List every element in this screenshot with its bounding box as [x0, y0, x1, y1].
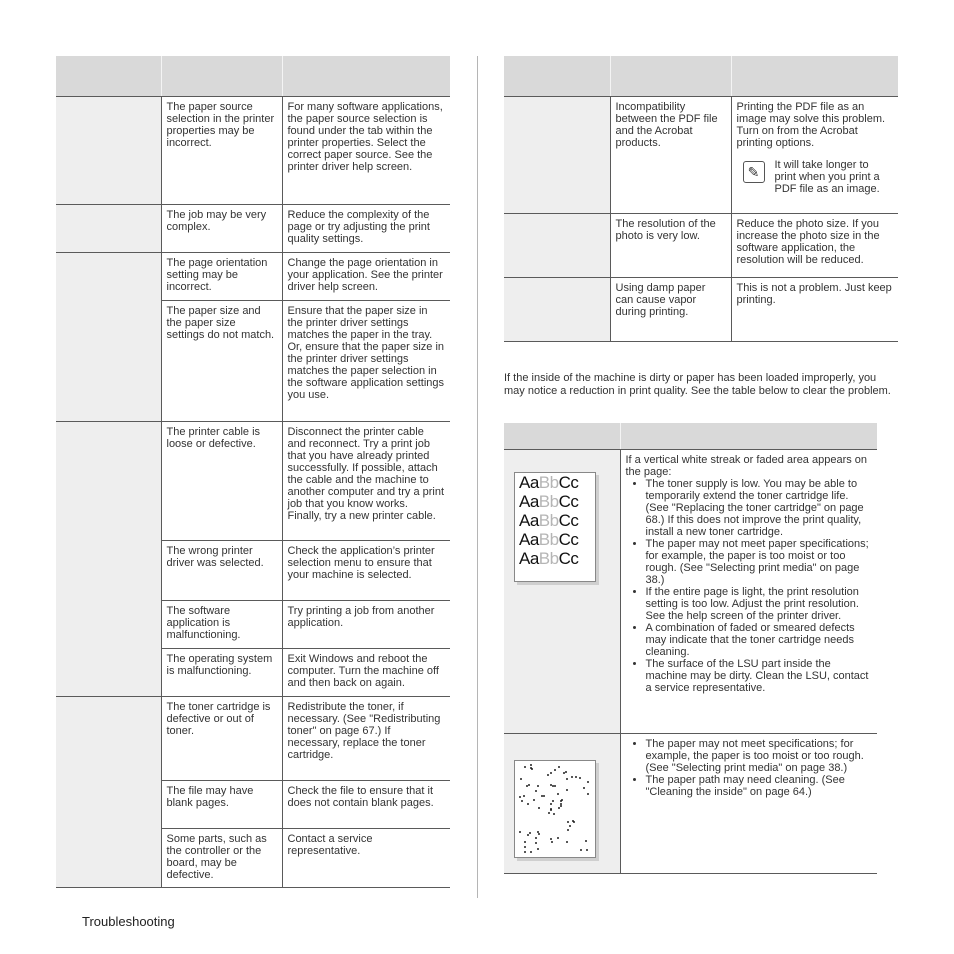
condition-cell: [504, 214, 610, 278]
speck-dot: [530, 764, 532, 766]
speck-dot: [537, 848, 539, 850]
page-footer: Troubleshooting: [82, 914, 175, 929]
speck-dot: [550, 808, 552, 810]
cause-cell: The toner cartridge is defective or out of toner.: [161, 697, 282, 781]
solution-cell: Ensure that the paper size in the printer driver settings matches the paper in the tray. Or, ensure that the paper size in the printer driver settings matches the paper selection in the software application settings you use.: [282, 301, 450, 422]
solution-list: [626, 478, 873, 694]
sample-line: AaBbCc: [519, 492, 579, 511]
list-item: • The toner supply is low. You may be able to temporarily extend the toner cartridge life. (See "Replacing the toner cartridge" on page 68.) If this does not improve the print quality, install a new toner cartridge.: [646, 478, 873, 538]
cause-cell: The resolution of the photo is very low.: [610, 214, 731, 278]
speck-dot: [557, 793, 559, 795]
solution-cell: Reduce the complexity of the page or try adjusting the print quality settings.: [282, 205, 450, 253]
speck-dot: [523, 795, 525, 797]
condition-cell: [56, 253, 161, 422]
speck-dot: [538, 807, 540, 809]
left-troubleshooting-table: [56, 56, 450, 888]
speck-dot: [554, 785, 556, 787]
speck-dot: [533, 799, 535, 801]
speck-dot: [530, 851, 532, 853]
condition-cell: [504, 97, 610, 214]
cause-cell: The wrong printer driver was selected.: [161, 541, 282, 601]
list-item: • A combination of faded or smeared defects may indicate that the toner cartridge needs cleaning.: [646, 622, 873, 658]
solution-cell: Try printing a job from another application.: [282, 601, 450, 649]
header-cell-condition: [504, 423, 620, 450]
solution-cell: Check the application’s printer selection menu to ensure that your machine is selected.: [282, 541, 450, 601]
speck-dot: [550, 803, 552, 805]
condition-cell: [56, 205, 161, 253]
speck-dot: [524, 851, 526, 853]
speck-dot: [579, 777, 581, 779]
sample-cell: [504, 450, 620, 734]
cause-cell: The printer cable is loose or defective.: [161, 422, 282, 541]
condition-cell: [56, 422, 161, 697]
table-header: [504, 56, 898, 97]
speck-dot: [552, 800, 554, 802]
speck-dot: [524, 766, 526, 768]
sample-line: AaBbCc: [519, 473, 579, 492]
speck-dot: [547, 774, 549, 776]
speck-dot: [587, 781, 589, 783]
table-row: [56, 253, 450, 301]
solution-text: Printing the PDF file as an image may solve this problem. Turn on from the Acrobat printing options.: [736, 101, 886, 149]
cause-cell: The job may be very complex.: [161, 205, 282, 253]
solution-cell: [620, 450, 877, 734]
sample-line: AaBbCc: [519, 549, 579, 568]
speck-dot: [583, 787, 585, 789]
speck-dot: [565, 771, 567, 773]
cause-cell: The file may have blank pages.: [161, 781, 282, 829]
speck-dot: [554, 769, 556, 771]
table-row: [504, 734, 877, 874]
speck-dot: [543, 795, 545, 797]
note-pencil-icon: ✎: [743, 161, 765, 183]
note-box: [737, 159, 894, 195]
list-item: • If the entire page is light, the print resolution setting is too low. Adjust the print resolution. See the help screen of the printer driver.: [646, 586, 873, 622]
header-cell-solution: [731, 56, 898, 97]
speck-dot: [550, 772, 552, 774]
speck-dot: [575, 776, 577, 778]
header-cell-cause: [610, 56, 731, 97]
solution-cell: Disconnect the printer cable and reconnect. Try a print job that you have already printed successfully. If possible, attach the cable and the machine to another computer and try a print job that you know works. Finally, try a new printer cable.: [282, 422, 450, 541]
faded-print-sample-image: [514, 472, 596, 582]
print-quality-table: [504, 423, 877, 874]
table-row: [56, 97, 450, 205]
condition-cell: [56, 97, 161, 205]
cause-cell: The page orientation setting may be incorrect.: [161, 253, 282, 301]
table-header: [504, 423, 877, 450]
speck-dot: [587, 793, 589, 795]
solution-cell: [620, 734, 877, 874]
condition-cell: [56, 697, 161, 888]
speck-dot: [580, 849, 582, 851]
list-item: • The paper path may need cleaning. (See "Cleaning the inside" on page 64.): [646, 774, 873, 798]
sample-cell: [504, 734, 620, 874]
cause-cell: Some parts, such as the controller or the board, may be defective.: [161, 829, 282, 888]
toner-specks-sample-image: [514, 760, 596, 858]
solution-list: [626, 738, 873, 798]
speck-dot: [520, 778, 522, 780]
speck-dot: [550, 838, 552, 840]
solution-cell: Contact a service representative.: [282, 829, 450, 888]
right-troubleshooting-table: [504, 56, 898, 342]
header-cell-cause: [161, 56, 282, 97]
solution-lead: If a vertical white streak or faded area appears on the page:: [625, 454, 868, 478]
intro-paragraph: If the inside of the machine is dirty or paper has been loaded improperly, you may notice a reduction in print quality. See the table below to clear the problem.: [504, 372, 891, 397]
speck-dot: [548, 812, 550, 814]
speck-dot: [519, 831, 521, 833]
cause-cell: Incompatibility between the PDF file and the Acrobat products.: [610, 97, 731, 214]
solution-cell: Change the page orientation in your application. See the printer driver help screen.: [282, 253, 450, 301]
speck-dot: [586, 849, 588, 851]
table-row: [504, 450, 877, 734]
speck-dot: [563, 772, 565, 774]
sample-line: AaBbCc: [519, 511, 579, 530]
table-row: [56, 697, 450, 781]
solution-cell: For many software applications, the paper source selection is found under the tab within the printer properties. Select the correct paper source. See the printer driver help screen.: [282, 97, 450, 205]
solution-cell: Exit Windows and reboot the computer. Turn the machine off and then back on again.: [282, 649, 450, 697]
speck-dot: [529, 832, 531, 834]
speck-dot: [558, 807, 560, 809]
speck-dot: [519, 796, 521, 798]
speck-dot: [569, 825, 571, 827]
header-cell-condition: [56, 56, 161, 97]
solution-cell: This is not a problem. Just keep printing.: [731, 278, 898, 342]
list-item: • The paper may not meet paper specifications; for example, the paper is too moist or too rough. (See "Selecting print media" on page 38.): [646, 538, 873, 586]
speck-dot: [566, 789, 568, 791]
speck-dot: [538, 833, 540, 835]
solution-cell: Reduce the photo size. If you increase the photo size in the software application, the resolution will be reduced.: [731, 214, 898, 278]
list-item: • The surface of the LSU part inside the machine may be dirty. Clean the LSU, contact a service representative.: [646, 658, 873, 694]
header-cell-condition: [504, 56, 610, 97]
cause-cell: Using damp paper can cause vapor during printing.: [610, 278, 731, 342]
note-text: It will take longer to print when you print a PDF file as an image.: [774, 159, 880, 195]
speck-dot: [527, 803, 529, 805]
table-row: [504, 214, 898, 278]
table-row: [504, 97, 898, 214]
sample-line: AaBbCc: [519, 530, 579, 549]
column-divider: [477, 56, 478, 898]
solution-cell: Check the file to ensure that it does not contain blank pages.: [282, 781, 450, 829]
speck-dot: [558, 766, 560, 768]
speck-dot: [524, 846, 526, 848]
cause-cell: The paper source selection in the printer properties may be incorrect.: [161, 97, 282, 205]
speck-dot: [526, 785, 528, 787]
speck-dot: [521, 800, 523, 802]
solution-cell: Redistribute the toner, if necessary. (See "Redistributing toner" on page 67.) If necessary, replace the toner cartridge.: [282, 697, 450, 781]
table-row: [56, 205, 450, 253]
speck-dot: [537, 785, 539, 787]
cause-cell: The paper size and the paper size settings do not match.: [161, 301, 282, 422]
solution-cell: [731, 97, 898, 214]
speck-dot: [571, 776, 573, 778]
speck-dot: [527, 834, 529, 836]
table-header: [56, 56, 450, 97]
header-cell-solution: [620, 423, 877, 450]
speck-dot: [528, 784, 530, 786]
speck-dot: [535, 790, 537, 792]
table-row: [56, 422, 450, 541]
speck-dot: [567, 821, 569, 823]
speck-dot: [560, 805, 562, 807]
cause-cell: The operating system is malfunctioning.: [161, 649, 282, 697]
speck-dot: [585, 840, 587, 842]
speck-dot: [566, 778, 568, 780]
table-row: [504, 278, 898, 342]
speck-dot: [567, 829, 569, 831]
speck-dot: [566, 841, 568, 843]
speck-dot: [551, 841, 553, 843]
header-cell-solution: [282, 56, 450, 97]
list-item: • The paper may not meet specifications; for example, the paper is too moist or too rough. (See "Selecting print media" on page 38.): [646, 738, 873, 774]
speck-dot: [535, 842, 537, 844]
speck-dot: [553, 813, 555, 815]
condition-cell: [504, 278, 610, 342]
speck-dot: [535, 837, 537, 839]
speck-dot: [552, 785, 554, 787]
cause-cell: The software application is malfunctioning.: [161, 601, 282, 649]
speck-dot: [557, 837, 559, 839]
speck-dot: [524, 841, 526, 843]
